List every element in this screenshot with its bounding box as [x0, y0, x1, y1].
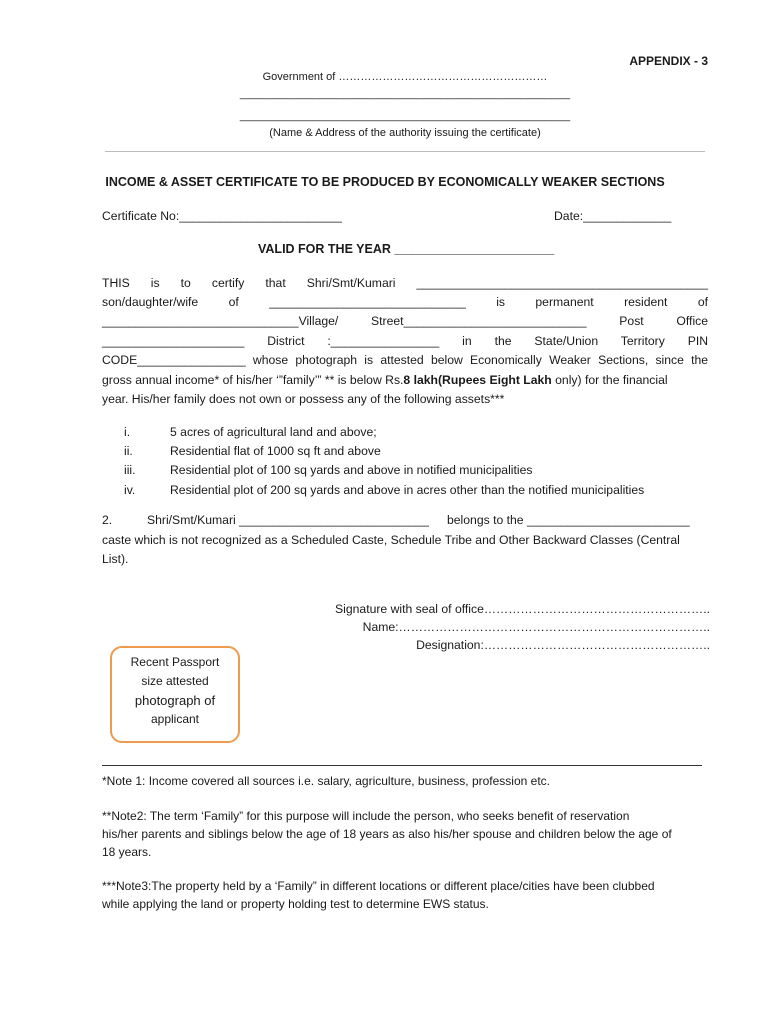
note-2-line-1: **Note2: The term ‘Family” for this purpose will include the person, who seeks benefit of reservation — [102, 809, 630, 823]
asset-number: ii. — [124, 444, 133, 458]
body-line-3: _____________________________Village/ Street___________________________ Post Office — [102, 314, 709, 328]
photo-placeholder-box — [110, 646, 240, 743]
certificate-date: Date:_____________ — [554, 209, 672, 223]
section-2-line-2: caste which is not recognized as a Scheduled Caste, Schedule Tribe and Other Backward Classes (Central — [102, 533, 680, 547]
photo-box-line: photograph of — [134, 693, 216, 708]
asset-number: iii. — [124, 463, 136, 477]
header-divider — [105, 151, 705, 152]
note-3-line-1: ***Note3:The property held by a ‘Family” in different locations or different place/cities have been clubbed — [102, 879, 655, 893]
note-1: *Note 1: Income covered all sources i.e. salary, agriculture, business, profession etc. — [102, 774, 550, 788]
asset-number: iv. — [124, 483, 136, 497]
signature-line: Signature with seal of office……………………………………………….. — [335, 602, 710, 616]
photo-box-line: Recent Passport — [130, 655, 220, 669]
body-line-1: THIS is to certify that Shri/Smt/Kumari ___________________________________________ — [102, 276, 708, 290]
body-line-7: year. His/her family does not own or possess any of the following assets*** — [102, 392, 505, 406]
notes-divider — [102, 765, 702, 766]
asset-item: Residential plot of 200 sq yards and above in acres other than the notified municipalities — [170, 483, 645, 497]
section-2-name: Shri/Smt/Kumari ____________________________ — [147, 513, 429, 527]
appendix-label: APPENDIX - 3 — [629, 54, 708, 68]
body-line-2: son/daughter/wife of _____________________________ is permanent resident of — [102, 295, 709, 309]
designation-line: Designation:……………………………………………….. — [416, 638, 710, 652]
note-2-line-3: 18 years. — [102, 845, 152, 859]
note-2-line-2: his/her parents and siblings below the age of 18 years as also his/her spouse and children below the age of — [102, 827, 672, 841]
authority-caption: (Name & Address of the authority issuing the certificate) — [269, 127, 541, 139]
authority-blank-line-2: ______________________________________________________ — [239, 110, 571, 122]
photo-box-line: applicant — [150, 712, 200, 726]
body-line-6: gross annual income* of his/her ‘”family’” ** is below Rs.8 lakh(Rupees Eight Lakh only) for the financial — [102, 373, 668, 387]
certificate-number: Certificate No:________________________ — [102, 209, 342, 223]
note-3-line-2: while applying the land or property holding test to determine EWS status. — [102, 897, 489, 911]
body-line-5: CODE________________ whose photograph is attested below Economically Weaker Sections, since the — [102, 353, 709, 367]
asset-number: i. — [124, 425, 131, 439]
authority-blank-line-1: ______________________________________________________ — [239, 88, 571, 100]
asset-item: 5 acres of agricultural land and above; — [170, 425, 377, 439]
certificate-title: INCOME & ASSET CERTIFICATE TO BE PRODUCED BY ECONOMICALLY WEAKER SECTIONS — [105, 175, 665, 189]
section-2-number: 2. — [102, 513, 113, 527]
photo-box-line: size attested — [141, 674, 209, 688]
section-2-caste: belongs to the ________________________ — [447, 513, 690, 527]
asset-item: Residential plot of 100 sq yards and above in notified municipalities — [170, 463, 533, 477]
name-line: Name:………………………………………………………………….. — [362, 620, 710, 634]
government-of-line: Government of ………………………………………………… — [262, 71, 548, 83]
body-line-4: _____________________ District :________________ in the State/Union Territory PIN — [102, 334, 709, 348]
valid-for-year: VALID FOR THE YEAR _______________________ — [258, 242, 555, 256]
section-2-line-3: List). — [102, 552, 129, 566]
asset-item: Residential flat of 1000 sq ft and above — [170, 444, 381, 458]
